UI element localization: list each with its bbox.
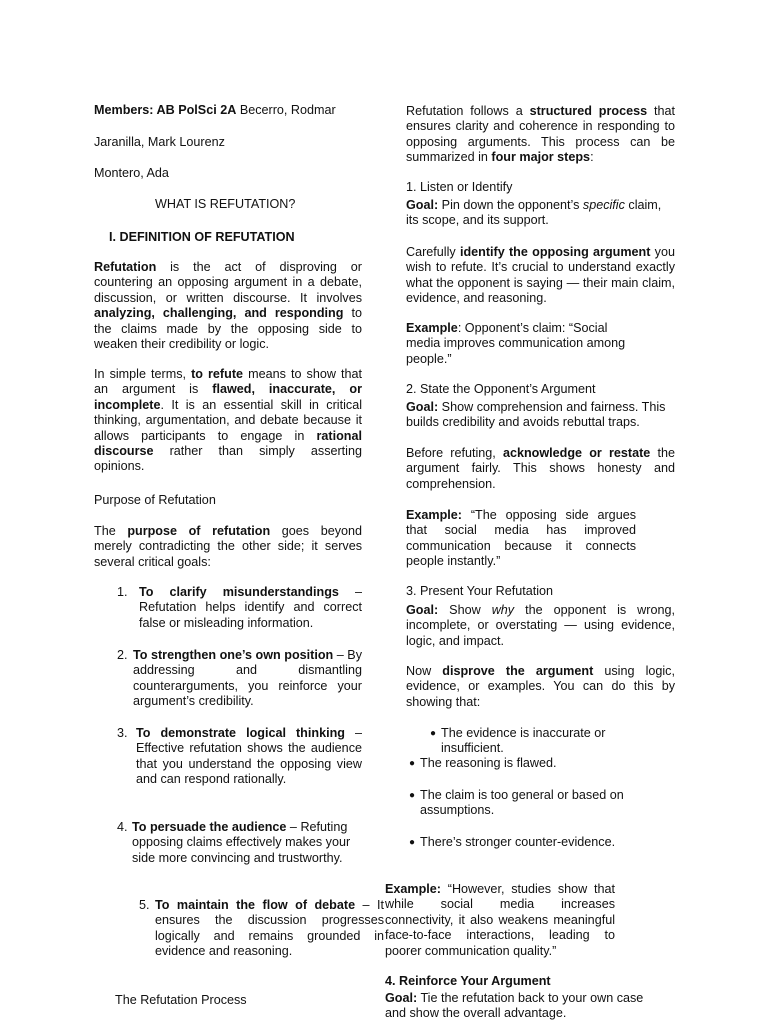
- text-run: Pin down the opponent’s: [438, 198, 583, 212]
- step-goal: [406, 603, 675, 649]
- step-example: [385, 882, 615, 959]
- bullet-icon: ●: [430, 728, 437, 739]
- bold-phrase: flawed, inaccurate, or incomplete: [94, 382, 362, 412]
- definition-paragraph: [94, 260, 362, 352]
- step-goal: [406, 198, 675, 229]
- bullet-item: [409, 835, 639, 850]
- bullet-text: The claim is too general or based on assumptions.: [420, 788, 624, 818]
- bold-phrase: identify the opposing argument: [459, 245, 651, 259]
- bold-phrase: four major steps: [491, 150, 591, 165]
- members-label: Members: AB PolSci 2A: [94, 103, 237, 117]
- bold-phrase: To strengthen one’s own position: [133, 648, 334, 662]
- bullet-item: [430, 726, 630, 757]
- simple-terms-paragraph: [94, 367, 362, 475]
- list-number: 1.: [117, 585, 128, 599]
- bold-phrase: purpose of refutation: [127, 524, 271, 538]
- list-item: [139, 898, 384, 960]
- list-number: 2.: [117, 648, 128, 662]
- purpose-paragraph: [94, 524, 362, 570]
- step-heading: 2. State the Opponent’s Argument: [406, 382, 596, 396]
- bold-phrase: acknowledge or restate: [502, 446, 651, 460]
- term-refutation: Refutation: [94, 260, 157, 274]
- step-goal: [385, 991, 665, 1022]
- bullet-item: [409, 756, 639, 771]
- text-run: – Refuting opposing claims effectively makes your side more convincing and trustworthy.: [132, 820, 351, 865]
- bullet-text: The reasoning is flawed.: [420, 756, 557, 770]
- list-item: [117, 648, 362, 710]
- subheading: Purpose of Refutation: [94, 493, 216, 507]
- text-run: The: [94, 524, 128, 538]
- bullet-text: The evidence is inaccurate or insufficient.: [441, 726, 606, 756]
- bullet-icon: ●: [409, 758, 416, 769]
- member-name: Montero, Ada: [94, 166, 169, 180]
- text-run: – Effective refutation shows the audience that you understand the opposing view and can respond rationally.: [136, 726, 362, 787]
- bold-phrase: To demonstrate logical thinking: [136, 726, 345, 740]
- bullet-icon: ●: [409, 837, 416, 848]
- step-example: [406, 508, 636, 570]
- step-heading: 4. Reinforce Your Argument: [385, 974, 551, 988]
- text-run: :: [590, 150, 594, 165]
- process-intro-paragraph: [406, 104, 675, 166]
- text-run: rather than simply asserting opinions.: [94, 444, 362, 474]
- text-run: is the act of disproving or countering an opposing argument in a debate, discussion, or written discourse. It involves: [94, 260, 362, 305]
- list-number: 3.: [117, 726, 128, 740]
- subheading: The Refutation Process: [115, 993, 247, 1007]
- bold-phrase: rational discourse: [94, 428, 362, 459]
- text-run: Carefully: [406, 245, 460, 259]
- italic-phrase: specific: [582, 198, 625, 212]
- bullet-icon: ●: [409, 790, 416, 801]
- step-example: [406, 321, 642, 367]
- bullet-text: There’s stronger counter-evidence.: [420, 835, 616, 849]
- step-paragraph: [406, 446, 675, 492]
- text-run: “The opposing side argues that social media has improved communication because it connects people instantly.”: [406, 508, 636, 569]
- text-run: the argument fairly. This shows honesty and comprehension.: [406, 446, 675, 491]
- text-run: using logic, evidence, or examples. You can do this by showing that:: [406, 664, 675, 709]
- bullet-item: [409, 788, 639, 819]
- bold-phrase: structured process: [529, 104, 648, 118]
- list-text: [136, 726, 362, 788]
- list-item: [117, 820, 362, 866]
- text-run: – By addressing and dismantling counterarguments, you reinforce your argument’s credibility.: [133, 648, 363, 709]
- step-heading: 3. Present Your Refutation: [406, 584, 554, 598]
- text-run: goes beyond merely contradicting the other side; it serves several critical goals:: [94, 524, 363, 569]
- text-run: the opponent is wrong, incomplete, or overstating — using evidence, logic, and impact.: [406, 603, 675, 648]
- text-run: claim, its scope, and its support.: [406, 198, 662, 228]
- text-run: that ensures clarity and coherence in responding to opposing arguments. This process can be summarized in: [406, 104, 675, 165]
- member-name: Jaranilla, Mark Lourenz: [94, 135, 225, 149]
- section-heading: I. DEFINITION OF REFUTATION: [109, 230, 295, 244]
- bold-phrase: To clarify misunderstandings: [139, 585, 339, 599]
- document-title: WHAT IS REFUTATION?: [155, 197, 296, 211]
- text-run: to the claims made by the opposing side to weaken their credibility or logic.: [94, 306, 362, 352]
- text-run: In simple terms,: [94, 367, 192, 381]
- text-run: Now: [406, 664, 443, 678]
- text-run: Show: [438, 603, 492, 617]
- text-run: you wish to refute. It’s crucial to understand exactly what the opponent is saying — their main claim, evidence, and reasoning.: [406, 245, 675, 306]
- list-number: 4.: [117, 820, 128, 834]
- text-run: Tie the refutation back to your own case and show the overall advantage.: [385, 991, 644, 1021]
- step-paragraph: [406, 245, 675, 307]
- text-run: – It ensures the discussion progresses logically and remains grounded in evidence and reasoning.: [155, 898, 384, 959]
- bold-phrase: to refute: [191, 367, 244, 381]
- italic-phrase: why: [491, 603, 515, 617]
- bold-phrase: analyzing, challenging, and responding: [94, 306, 344, 321]
- members-line: [94, 103, 384, 118]
- step-heading: 1. Listen or Identify: [406, 180, 513, 194]
- member-name: Becerro, Rodmar: [239, 103, 336, 117]
- goal-label: Goal:: [406, 198, 439, 212]
- list-text: [132, 820, 362, 866]
- text-run: Show comprehension and fairness. This builds credibility and avoids rebuttal traps.: [406, 400, 666, 430]
- list-item: [117, 726, 362, 788]
- bold-phrase: To maintain the flow of debate: [155, 898, 356, 912]
- step-paragraph: [406, 664, 675, 710]
- list-text: [155, 898, 384, 960]
- list-text: [133, 648, 362, 710]
- list-number: 5.: [139, 898, 150, 912]
- example-label: Example: [406, 321, 458, 335]
- text-run: : Opponent’s claim: “Social media improves communication among people.”: [406, 321, 626, 366]
- list-text: [139, 585, 362, 631]
- goal-label: Goal:: [385, 991, 418, 1005]
- text-run: Before refuting,: [406, 446, 503, 460]
- goal-label: Goal:: [406, 400, 439, 414]
- goal-label: Goal:: [406, 603, 439, 617]
- list-item: [117, 585, 362, 631]
- bold-phrase: disprove the argument: [442, 664, 594, 678]
- text-run: “However, studies show that while social media increases connectivity, it also weakens meaningful face-to-face interactions, leading to poorer communication quality.”: [385, 882, 615, 958]
- example-label: Example:: [385, 882, 441, 896]
- text-run: – Refutation helps identify and correct false or misleading information.: [139, 585, 362, 630]
- example-label: Example:: [406, 508, 462, 522]
- step-goal: [406, 400, 678, 431]
- text-run: . It is an essential skill in critical thinking, argumentation, and debate because it allows participants to engage in: [94, 397, 362, 443]
- bold-phrase: To persuade the audience: [132, 820, 287, 834]
- text-run: means to show that an argument is: [94, 367, 363, 397]
- text-run: Refutation follows a: [406, 104, 530, 118]
